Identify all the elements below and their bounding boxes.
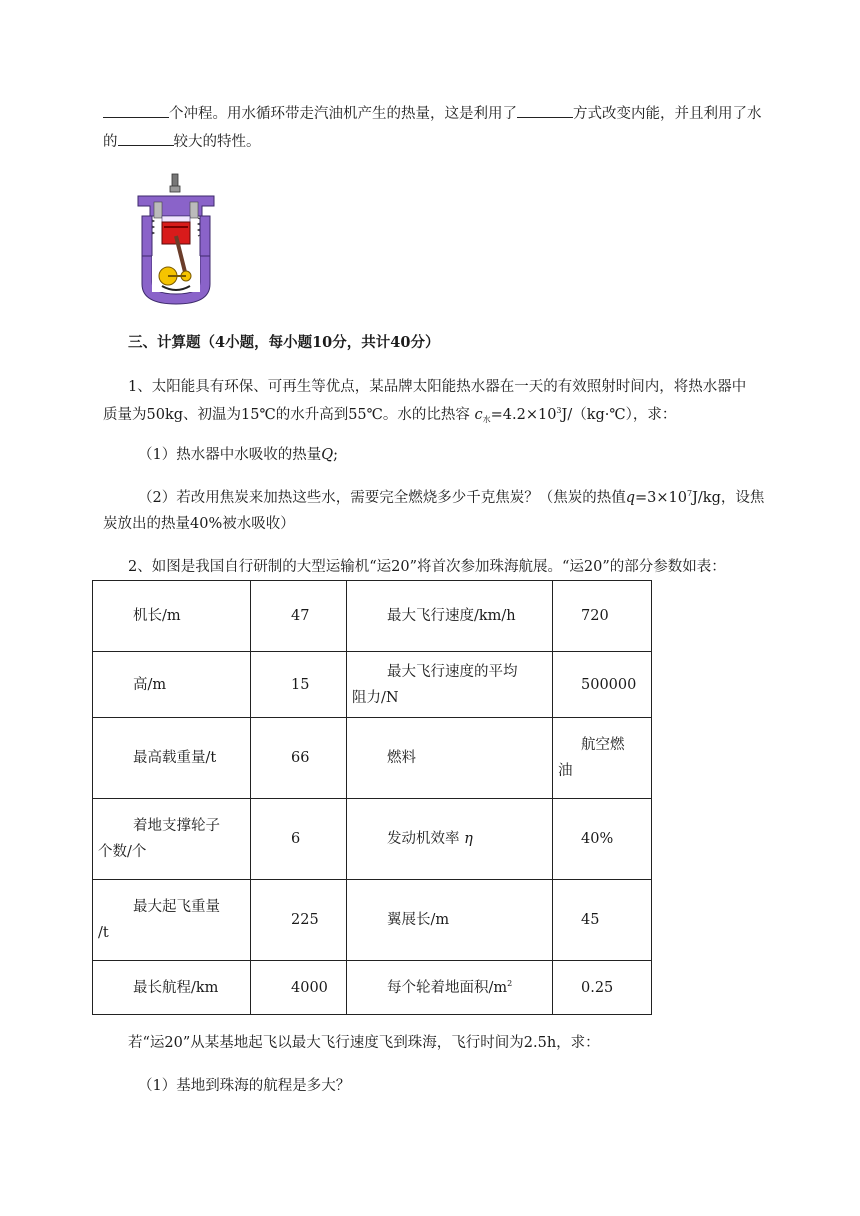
answer-blank-3[interactable] bbox=[118, 131, 174, 146]
q1-text: =4.2×10 bbox=[490, 407, 557, 423]
q1-part-text: （1）热水器中水吸收的热量 bbox=[138, 447, 322, 463]
question-2-condition: 若“运20”从某基地起飞以最大飞行速度飞到珠海，飞行时间为2.5h，求： bbox=[128, 1035, 600, 1051]
sentence-text: 个冲程。用水循环带走汽油机产生的热量，这是利用了 bbox=[169, 106, 517, 122]
table-cell-label: 机长/m bbox=[93, 581, 251, 652]
cell-text: 着地支撑轮子 bbox=[133, 818, 220, 834]
table-row bbox=[93, 961, 652, 1015]
table-row bbox=[93, 718, 652, 799]
sentence-text: 的 bbox=[103, 134, 118, 150]
table-cell-value: 6 bbox=[251, 799, 347, 880]
table-cell-value: 40% bbox=[553, 799, 652, 880]
table-cell-label: 高/m bbox=[93, 652, 251, 718]
table-cell-value: 225 bbox=[251, 880, 347, 961]
table-cell-label: 燃料 bbox=[347, 718, 553, 799]
cell-text: /t bbox=[98, 925, 109, 941]
exponent: 7 bbox=[687, 489, 693, 498]
table-cell-value: 45 bbox=[553, 880, 652, 961]
table-cell-label: 最大飞行速度/km/h bbox=[347, 581, 553, 652]
heat-value-symbol: q bbox=[625, 490, 636, 506]
cell-text: 航空燃 bbox=[581, 737, 625, 753]
table-cell-label bbox=[93, 799, 251, 880]
cell-text: 每个轮着地面积/m bbox=[387, 979, 508, 996]
subscript: 水 bbox=[482, 415, 491, 424]
question-1-part-1 bbox=[138, 445, 338, 465]
cell-text: 最大起飞重量 bbox=[133, 899, 220, 915]
cell-text: 发动机效率 bbox=[387, 831, 460, 847]
specific-heat-symbol: c bbox=[474, 407, 483, 423]
table-cell-value: 15 bbox=[251, 652, 347, 718]
question-2-intro: 2、如图是我国自行研制的大型运输机“运20”将首次参加珠海航展。“运20”的部分参数如表： bbox=[128, 559, 726, 575]
cell-text: 油 bbox=[558, 763, 573, 779]
table-row bbox=[93, 799, 652, 880]
exponent: 3 bbox=[556, 406, 562, 415]
q1-part-text: （2）若改用焦炭来加热这些水，需要完全燃烧多少千克焦炭？（焦炭的热值 bbox=[138, 490, 626, 506]
section-heading: 三、计算题（4小题，每小题10分，共计40分） bbox=[128, 334, 440, 351]
question-1-part-2-line-1 bbox=[138, 488, 764, 508]
table-cell-value: 47 bbox=[251, 581, 347, 652]
table-cell-value: 4000 bbox=[251, 961, 347, 1015]
cell-text: 阻力/N bbox=[352, 689, 399, 706]
table-cell-value: 0.25 bbox=[553, 961, 652, 1015]
table-cell-label bbox=[347, 799, 553, 880]
table-cell-value bbox=[553, 718, 652, 799]
table-cell-value: 66 bbox=[251, 718, 347, 799]
table-cell-label: 翼展长/m bbox=[347, 880, 553, 961]
table-row bbox=[93, 581, 652, 652]
q1-text: 质量为50kg、初温为15℃的水升高到55℃。水的比热容 bbox=[103, 407, 470, 423]
q1-part-text: J/kg，设焦 bbox=[692, 490, 765, 506]
fill-in-sentence-line-2 bbox=[103, 131, 261, 152]
q1-text: J/（kg·℃），求： bbox=[561, 407, 677, 423]
table-cell-label: 最高载重量/t bbox=[93, 718, 251, 799]
efficiency-symbol: η bbox=[464, 831, 473, 847]
fill-in-sentence-line-1 bbox=[103, 103, 762, 124]
exponent: 2 bbox=[507, 978, 513, 988]
table-row bbox=[93, 880, 652, 961]
question-2-part-1: （1）基地到珠海的航程是多大？ bbox=[138, 1078, 351, 1094]
aircraft-parameters-table bbox=[92, 580, 652, 1015]
sentence-text: 方式改变内能，并且利用了水 bbox=[573, 106, 762, 122]
answer-blank-2[interactable] bbox=[517, 103, 573, 118]
table-cell-label bbox=[93, 880, 251, 961]
q1-part-text: ; bbox=[333, 447, 339, 463]
table-cell-label: 最长航程/km bbox=[93, 961, 251, 1015]
table-cell-value: 720 bbox=[553, 581, 652, 652]
question-1-part-2-line-2: 炭放出的热量40%被水吸收） bbox=[103, 516, 295, 532]
engine-cylinder-figure bbox=[128, 172, 224, 308]
table-cell-value: 500000 bbox=[553, 652, 652, 718]
q1-part-text: =3×10 bbox=[635, 490, 688, 506]
table-cell-label bbox=[347, 961, 553, 1015]
cell-text: 最大飞行速度的平均 bbox=[387, 663, 518, 680]
question-1-line-1: 1、太阳能具有环保、可再生等优点，某品牌太阳能热水器在一天的有效照射时间内，将热水器中 bbox=[128, 379, 747, 395]
heat-symbol: Q bbox=[321, 447, 334, 463]
question-1-line-2 bbox=[103, 405, 676, 425]
answer-blank-1[interactable] bbox=[103, 103, 169, 118]
cell-text: 个数/个 bbox=[98, 844, 147, 860]
sentence-text: 较大的特性。 bbox=[173, 134, 261, 150]
table-cell-label bbox=[347, 652, 553, 718]
table-row bbox=[93, 652, 652, 718]
